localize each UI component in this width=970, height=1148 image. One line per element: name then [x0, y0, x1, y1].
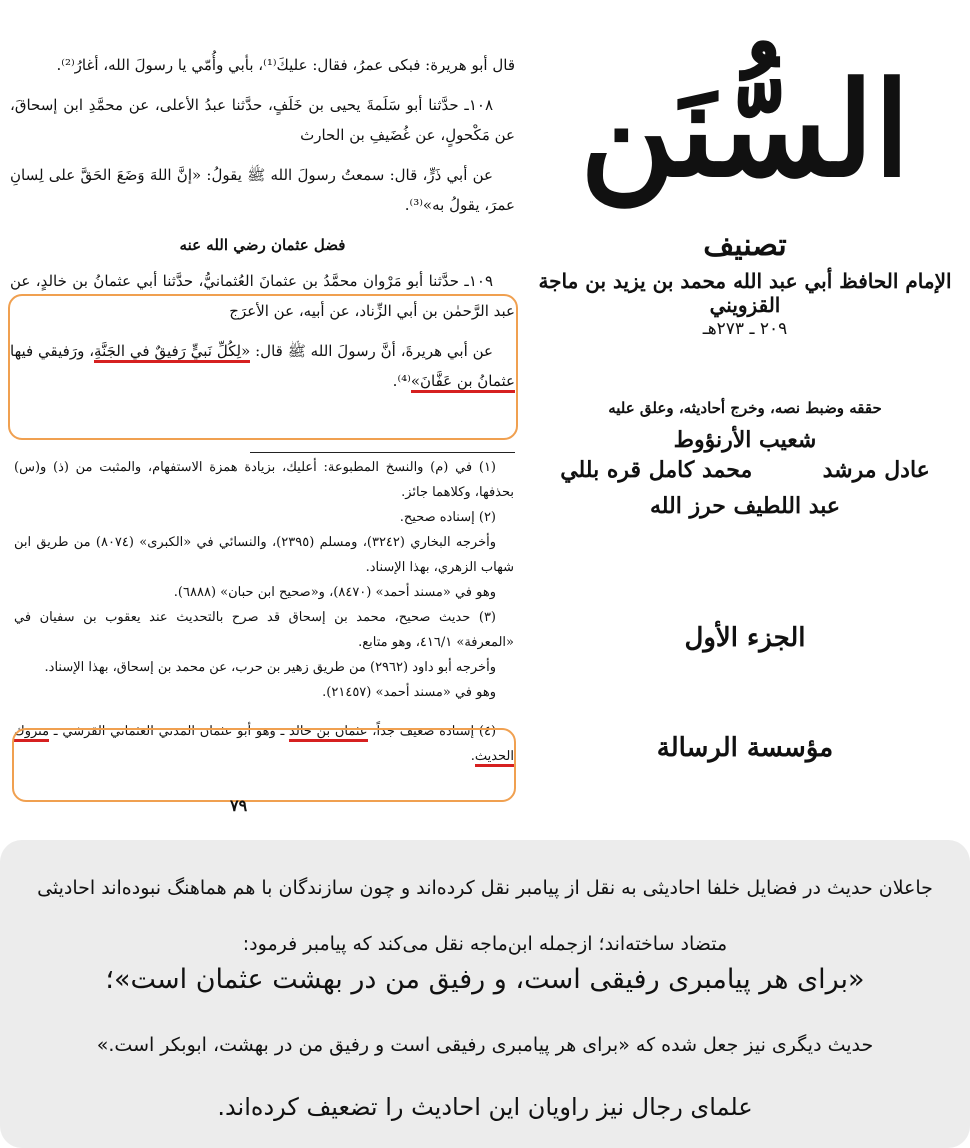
highlight-box-hadith	[8, 294, 518, 440]
editor-4: عبد اللطيف حرز الله	[649, 493, 841, 519]
footnote-divider	[250, 452, 515, 453]
section-title: فضل عثمان رضي الله عنه	[179, 236, 346, 254]
title-page	[525, 40, 965, 763]
editors-row	[525, 457, 965, 483]
author-name: الإمام الحافظ أبي عبد الله محمد بن يزيد بن ماجة القزويني	[538, 269, 952, 317]
hadith-108-isnad: ١٠٨ـ حدَّثنا أبو سَلَمةَ يحيى بن خَلَفٍ، حدَّثنا عبدُ الأعلى، عن محمَّدِ ابن إسحاقَ، عن مَكْحولٍ، عن غُضَيفِ بن الحارث	[10, 96, 515, 144]
matn-middle: ، ورَفيقي فيها	[10, 342, 95, 360]
book-title: السُّنَن	[580, 53, 910, 206]
footnote-2-b: وأخرجه البخاري (٣٢٤٢)، ومسلم (٢٣٩٥)، والنسائي في «الكبرى» (٨٠٧٤) من طريق ابن شهاب الزهري، بهذا الإسناد.	[14, 535, 514, 575]
caption-panel	[0, 840, 970, 1148]
footnote-3: (٣) حديث صحيح، محمد بن إسحاق قد صرح بالتحديث عند يعقوب بن سفيان في «المعرفة» ٤١٦/١، وهو متابع.	[14, 610, 514, 650]
caption-intro: جاعلان حدیث در فضایل خلفا احادیثی به نقل از پیامبر نقل کرده‌اند و چون سازندگان با هم هماهنگ نبوده‌اند احادیثی متضاد ساخته‌اند؛ ازجمله ابن‌ماجه نقل می‌کند که پیامبر فرمود:	[37, 877, 933, 955]
footnote-4-start: (٤) إسناده ضعيف جداً،	[367, 724, 497, 739]
volume-label: الجزء الأول	[684, 623, 806, 653]
footnote-2-c: وهو في «مسند أحمد» (٨٤٧٠)، و«صحيح ابن حبان» (٦٨٨٨).	[173, 585, 496, 600]
edited-by-label: حققه وضبط نصه، وخرج أحاديثه، وعلق عليه	[608, 399, 882, 417]
footnote-4-mid: ـ وهو أبو عثمان المدني العثماني القرشي ـ	[49, 724, 290, 739]
underlined-verdict: متروك الحديث	[14, 724, 514, 767]
footnote-4-end: .	[470, 749, 475, 764]
tasnif-label: تصنيف	[703, 228, 787, 263]
hadith-108-matn: عن أبي ذَرٍّ، قال: سمعتُ رسولَ الله ﷺ يقولُ: «إنَّ اللهَ وَضَعَ الحَقَّ على لِسانِ عمرَ، يقولُ به»⁽³⁾.	[10, 166, 515, 214]
publisher-name: مؤسسة الرسالة	[656, 733, 834, 763]
footnote-3-b: وأخرجه أبو داود (٢٩٦٢) من طريق زهير بن حرب، عن محمد بن إسحاق، بهذا الإسناد.	[44, 660, 496, 675]
hadith-109-isnad: ١٠٩ـ حدَّثنا أبو مَرْوان محمَّدُ بن عثمانَ العُثمانيُّ، حدَّثنا أبي عثمانُ بن خالدٍ، عن عبد الرَّحمٰن بن أبي الزِّناد، عن أبيه، عن الأعرَج	[10, 272, 515, 320]
footnote-3-c: وهو في «مسند أحمد» (٢١٤٥٧).	[322, 685, 496, 700]
editor-2: عادل مرشد	[822, 457, 930, 483]
author-dates: ٢٠٩ ـ ٢٧٣هـ	[702, 319, 788, 339]
caption-quote: «برای هر پیامبری رفیقی است، و رفیق من در بهشت عثمان است»؛	[105, 964, 865, 995]
matn-end: ⁽⁴⁾.	[392, 372, 411, 390]
editor-1: شعيب الأرنؤوط	[673, 427, 817, 453]
footnotes	[14, 455, 514, 769]
page-number: ٧٩	[230, 796, 248, 815]
highlight-box-footnote	[12, 728, 516, 802]
footnote-1: (١) في (م) والنسخ المطبوعة: أعليك، بزيادة همزة الاستفهام، والمثبت من (ذ) و(س) بحذفها، وكلاهما جائز.	[14, 460, 514, 500]
underlined-quote-2: عثمانُ بن عَفَّانَ»	[411, 372, 515, 393]
underlined-quote-1: «لِكُلِّ نَبيٍّ رَفيقٌ في الجَنَّةِ	[94, 342, 250, 363]
caption-conclusion: علمای رجال نیز راویان این احادیث را تضعیف کرده‌اند.	[217, 1093, 753, 1121]
footnote-2: (٢) إسناده صحيح.	[399, 510, 496, 525]
underlined-narrator: عثمان بن خالد	[289, 724, 368, 742]
editor-3: محمد كامل قره بللي	[560, 457, 753, 483]
caption-second-hadith: حدیث دیگری نیز جعل شده که «برای هر پیامبری رفیقی است و رفیق من در بهشت، ابوبکر است.»	[96, 1034, 874, 1056]
matn-intro: عن أبي هريرةَ، أنَّ رسولَ الله ﷺ قال:	[250, 342, 493, 360]
paragraph-abu-hurayra: قال أبو هريرة: فبكى عمرُ، فقال: عليكَ⁽¹⁾، بأبي وأُمّي يا رسولَ الله، أغارُ⁽²⁾.	[56, 56, 515, 74]
